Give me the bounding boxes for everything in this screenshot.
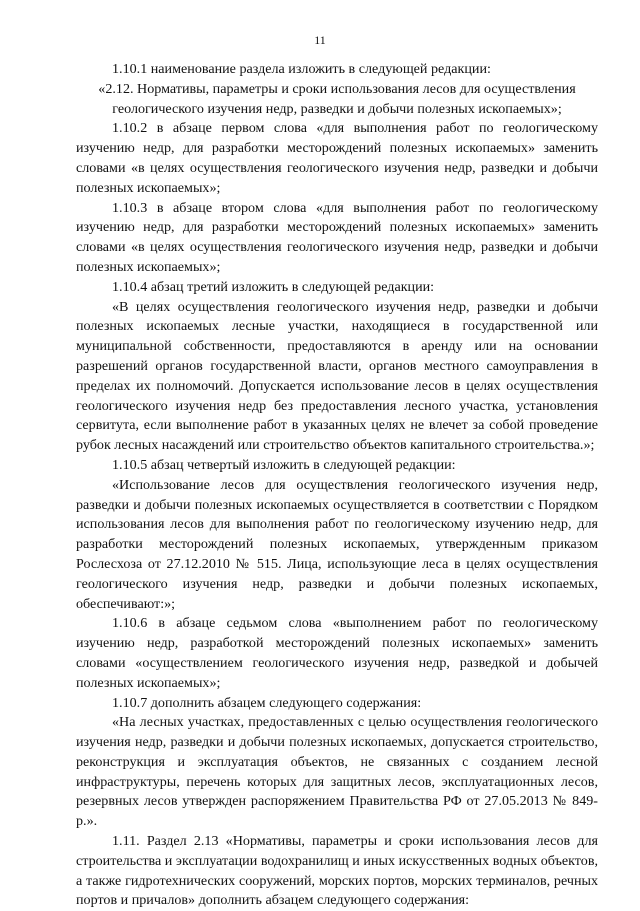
document-body <box>76 60 598 911</box>
paragraph-1-10-7-quote: «На лесных участках, предоставленных с целью осуществления геологического изучения недр, разведки и добычи полезных ископаемых, допускается строительство, реконструкция и эксплуатация объектов, не связанных с созданием лесной инфраструктуры, перечень которых для защитных лесов, эксплуатационных лесов, резервных лесов утвержден распоряжением Правительства РФ от 27.05.2013 № 849-р.». <box>76 714 598 830</box>
paragraph-1-11: 1.11. Раздел 2.13 «Нормативы, параметры и сроки использования лесов для строительства и эксплуатации водохранилищ и иных искусственных водных объектов, а также гидротехнических сооружений, морских портов, морских терминалов, речных портов и причалов» дополнить абзацем следующего содержания: <box>76 833 598 909</box>
page-number: 11 <box>314 33 326 47</box>
paragraph-1-10-3: 1.10.3 в абзаце втором слова «для выполнения работ по геологическому изучению недр, для разработки месторождений полезных ископаемых» заменить словами «в целях осуществления геологического изучения недр, разведки и добычи полезных ископаемых»; <box>76 199 598 275</box>
paragraph-1-10-4-quote: «В целях осуществления геологического изучения недр, разведки и добычи полезных ископаемых лесные участки, находящиеся в государственной или муниципальной собственности, предоставляются в аренду или на основании разрешений органов государственной власти, органов местного самоуправления в пределах их полномочий. Допускается использование лесов в целях осуществления геологического изучения недр без предоставления лесного участка, установления сервитута, если выполнение работ в указанных целях не влечет за собой проведение рубок лесных насаждений или строительство объектов капитального строительства.»; <box>76 298 598 454</box>
paragraph-1-10-4: 1.10.4 абзац третий изложить в следующей редакции: <box>112 278 435 295</box>
paragraph-1-10-1: 1.10.1 наименование раздела изложить в следующей редакции: <box>112 61 491 77</box>
paragraph-1-10-5: 1.10.5 абзац четвертый изложить в следующей редакции: <box>112 456 456 473</box>
paragraph-1-10-6: 1.10.6 в абзаце седьмом слова «выполнением работ по геологическому изучению недр, разработкой месторождений полезных ископаемых» заменить словами «осуществлением геологического изучения недр, разведкой и добычей полезных ископаемых»; <box>76 615 598 691</box>
paragraph-1-10-2: 1.10.2 в абзаце первом слова «для выполнения работ по геологическому изучению недр, для разработки месторождений полезных ископаемых» заменить словами «в целях осуществления геологического изучения недр, разведки и добычи полезных ископаемых»; <box>76 120 598 196</box>
paragraph-section-title-quote: «2.12. Нормативы, параметры и сроки использования лесов для осуществления геологического изучения недр, разведки и добычи полезных ископаемых»; <box>98 80 576 117</box>
paragraph-1-10-5-quote: «Использование лесов для осуществления геологического изучения недр, разведки и добычи полезных ископаемых осуществляется в соответствии с Порядком использования лесов для выполнения работ по геологическому изучению недр, для разработки месторождений полезных ископаемых, утвержденным приказом Рослесхоза от 27.12.2010 № 515. Лица, использующие леса в целях осуществления геологического изучения недр, разведки и добычи полезных ископаемых, обеспечивают:»; <box>76 476 598 612</box>
paragraph-1-10-7: 1.10.7 дополнить абзацем следующего содержания: <box>112 694 422 711</box>
